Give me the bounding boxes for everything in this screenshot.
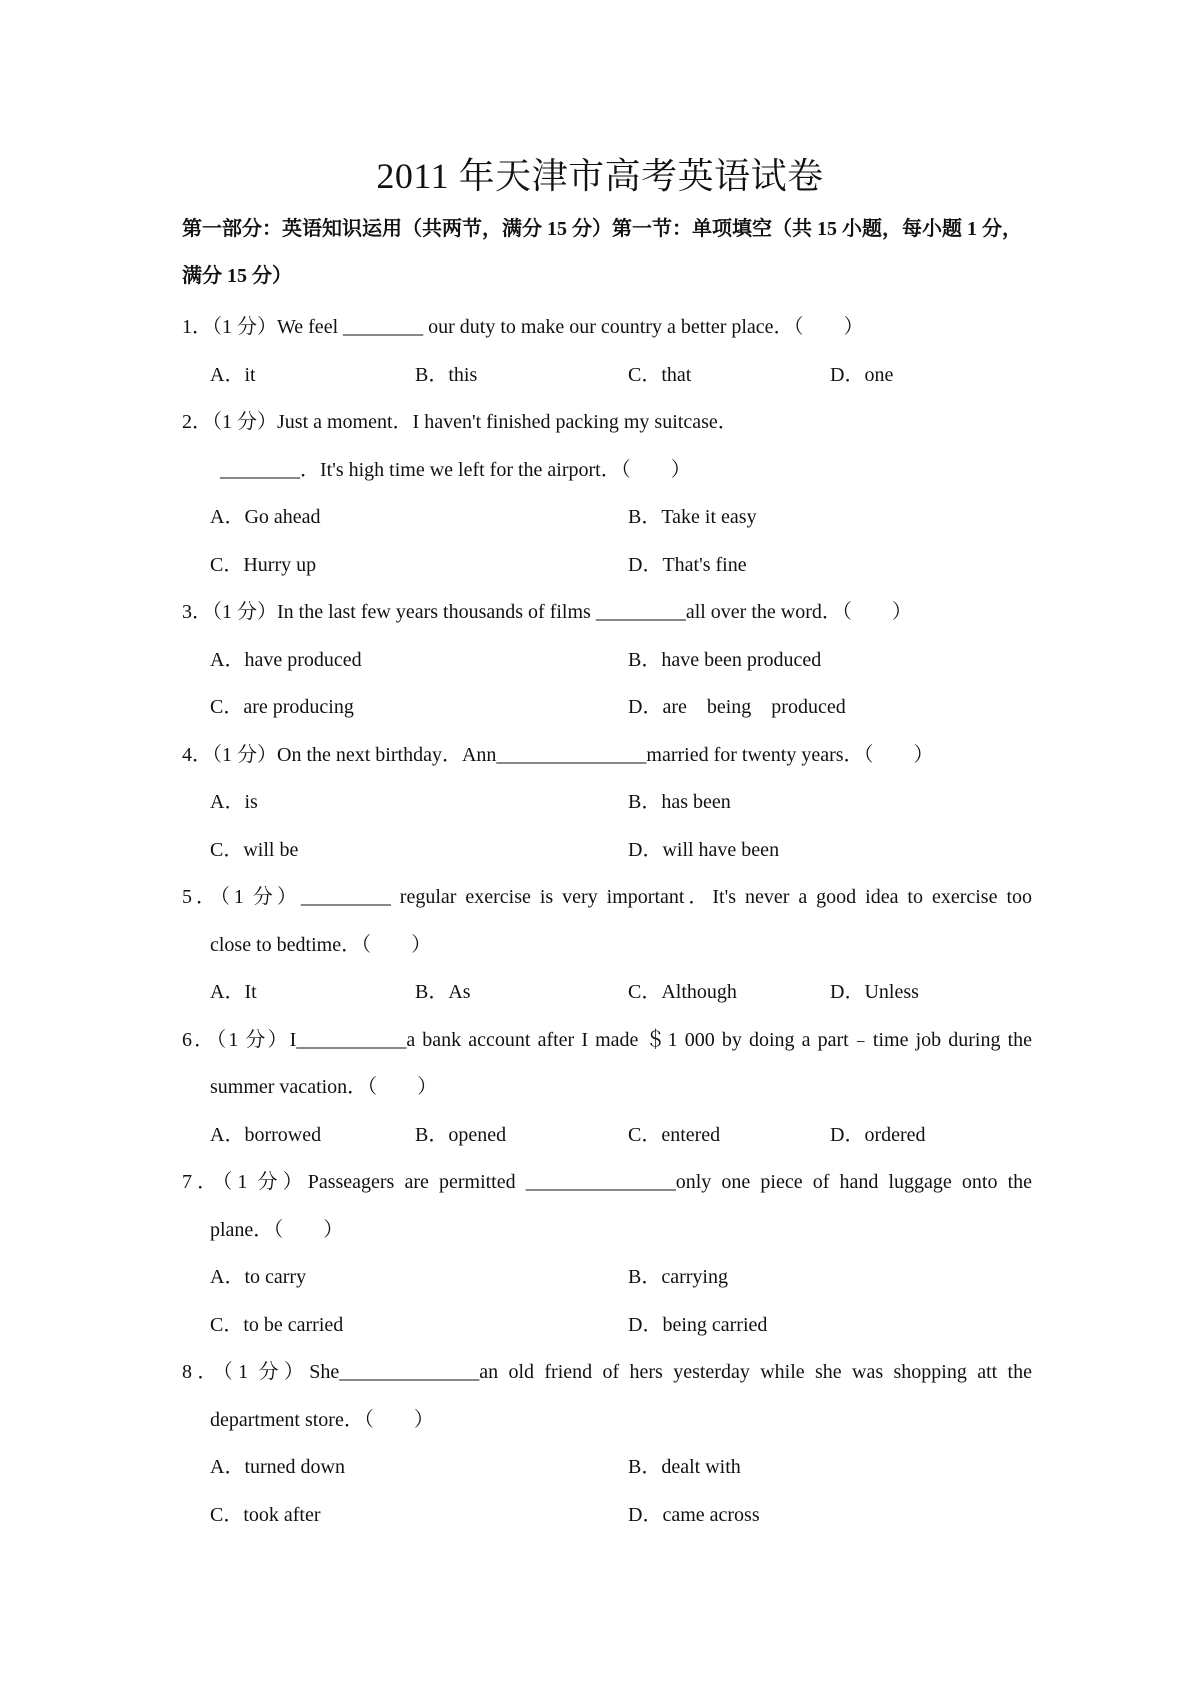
question-1 [182, 304, 1032, 399]
option-a: A．turned down [210, 1456, 345, 1478]
question-3 [182, 589, 1032, 732]
option-d: D．came across [628, 1503, 760, 1526]
question-6 [182, 1017, 1032, 1160]
question-5 [182, 874, 1032, 1017]
question-stem: 1．（1 分）We feel ________ our duty to make our country a better place．（ ） [182, 316, 864, 338]
question-4 [182, 732, 1032, 875]
option-d: D．Unless [830, 981, 919, 1003]
question-stem: 5．（1 分）_________ regular exercise is very important．It's never a good idea to exercise too [182, 886, 1032, 908]
question-stem: 7．（1 分）Passeagers are permitted _______________only one piece of hand luggage onto the [182, 1171, 1032, 1193]
option-c: C．Hurry up [210, 553, 317, 576]
option-a: A．have produced [210, 648, 362, 671]
question-stem: 2．（1 分）Just a moment．I haven't finished packing my suitcase． [182, 411, 738, 433]
question-2 [182, 399, 1032, 589]
option-d: D．will have been [628, 838, 780, 861]
option-b: B．have been produced [628, 648, 822, 671]
question-8 [182, 1349, 1032, 1539]
option-d: D．That's fine [628, 553, 747, 576]
question-stem-continued: close to bedtime．（ ） [210, 933, 432, 956]
option-d: D．are being produced [628, 696, 846, 718]
option-c: C．will be [210, 838, 299, 861]
option-d: D．being carried [628, 1313, 768, 1336]
option-a: A．Go ahead [210, 506, 321, 528]
question-7 [182, 1159, 1032, 1349]
option-a: A．it [210, 363, 256, 386]
question-stem: 3．（1 分）In the last few years thousands of films _________all over the word．（ ） [182, 601, 912, 623]
option-b: B．opened [415, 1123, 507, 1146]
question-stem-continued: summer vacation．（ ） [210, 1076, 438, 1098]
option-a: A．borrowed [210, 1123, 322, 1146]
option-c: C．took after [210, 1503, 321, 1526]
option-c: C．to be carried [210, 1313, 344, 1336]
question-list [182, 304, 1032, 1539]
option-c: C．entered [628, 1123, 721, 1146]
section-heading: 第一部分：英语知识运用（共两节，满分 15 分）第一节：单项填空（共 15 小题，每小题 1 分，满分 15 分） [182, 218, 1022, 287]
option-b: B．Take it easy [628, 506, 757, 528]
option-b: B．this [415, 363, 478, 386]
option-a: A．It [210, 981, 257, 1003]
question-stem-continued: plane．（ ） [210, 1218, 344, 1241]
option-b: B．As [415, 981, 471, 1003]
option-b: B．dealt with [628, 1456, 741, 1478]
option-c: C．that [628, 363, 692, 386]
question-stem: 6．（1 分）I___________a bank account after I made ＄1 000 by doing a part﹣time job during the [182, 1028, 1032, 1051]
option-b: B．has been [628, 791, 731, 813]
option-c: C．Although [628, 981, 737, 1003]
option-b: B．carrying [628, 1266, 728, 1288]
option-a: A．to carry [210, 1266, 307, 1288]
question-stem: 4．（1 分）On the next birthday．Ann_______________married for twenty years．（ ） [182, 743, 934, 766]
option-d: D．ordered [830, 1123, 926, 1146]
question-stem-continued: ________．It's high time we left for the airport．（ ） [220, 458, 691, 481]
question-stem-continued: department store．（ ） [210, 1408, 434, 1431]
option-c: C．are producing [210, 696, 354, 718]
question-stem: 8．（1 分）She______________an old friend of hers yesterday while she was shopping att the [182, 1361, 1032, 1383]
exam-title: 2011 年天津市高考英语试卷 [376, 156, 824, 196]
option-a: A．is [210, 791, 258, 813]
option-d: D．one [830, 363, 894, 386]
